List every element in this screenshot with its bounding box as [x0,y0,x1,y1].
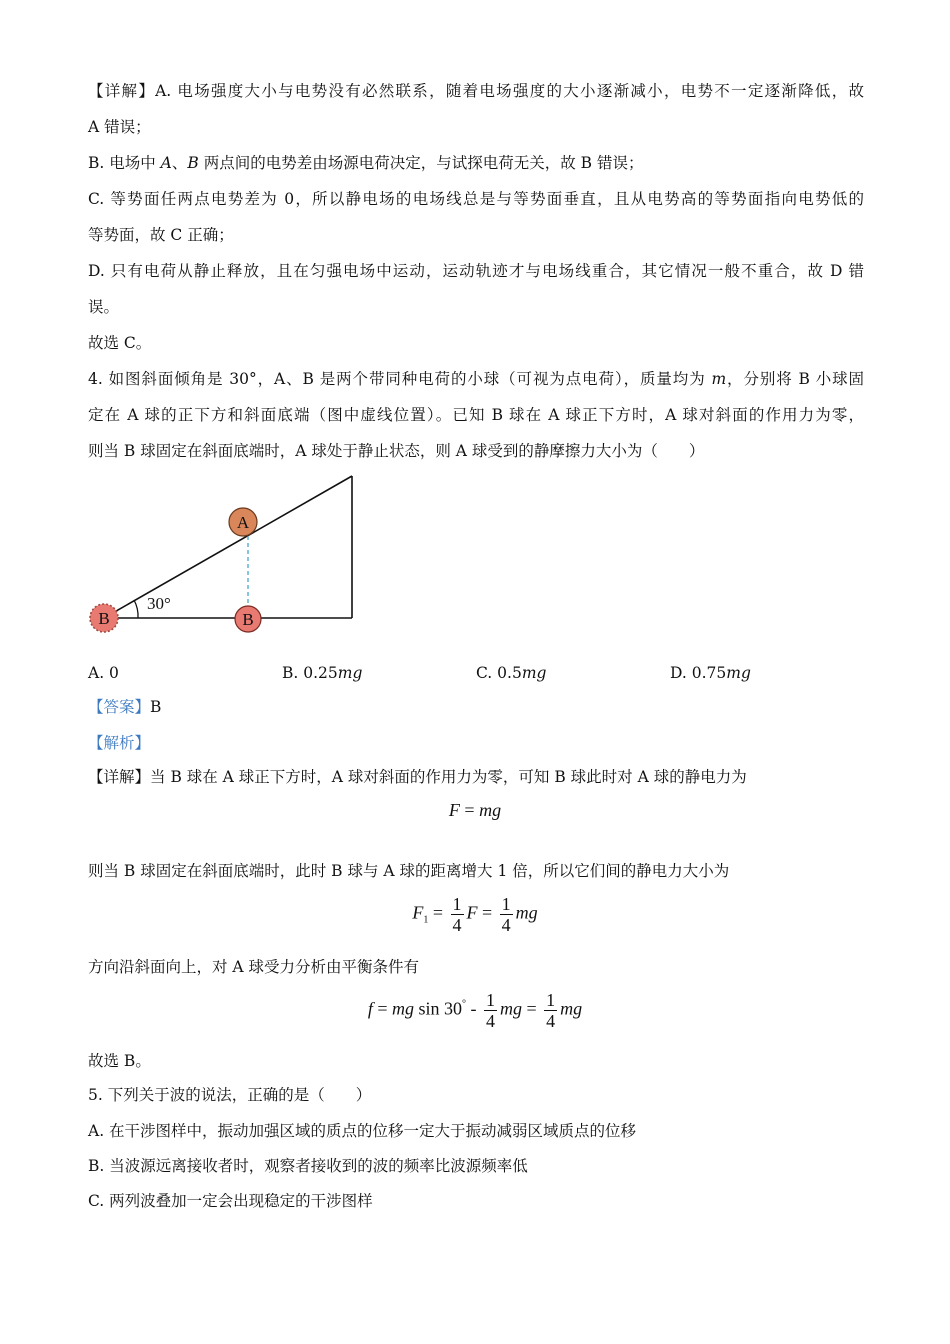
q5-option-c: C. 两列波叠加一定会出现稳定的干涉图样 [88,1192,373,1210]
q4-stem-line-2: 定在 A 球的正下方和斜面底端（图中虚线位置）。已知 B 球在 A 球正下方时，A 球对斜面的作用力为零， [88,406,864,424]
answer-tag: 【答案】 [88,698,151,716]
option-d: D. 0.75mg [670,664,751,682]
explanation-line-3: B. 电场中 A、B 两点间的电势差由场源电荷决定，与试探电荷无关，故 B 错误； [88,154,644,172]
option-a: A. 0 [88,664,119,682]
q5-option-a: A. 在干涉图样中，振动加强区域的质点的位移一定大于振动减弱区域质点的位移 [88,1122,637,1140]
answer-value: B [150,698,162,716]
incline-line [104,476,352,618]
q4-stem-line-1: 4. 如图斜面倾角是 30°，A、B 是两个带同种电荷的小球（可视为点电荷），质量均为 m，分别将 B 小球固 [88,370,864,388]
text-line-2: 则当 B 球固定在斜面底端时，此时 B 球与 A 球的距离增大 1 倍，所以它们间的静电力大小为 [88,862,730,880]
q4-conclusion: 故选 B。 [88,1052,151,1070]
equation-1: F = mg [448,800,502,820]
angle-arc [134,600,138,618]
explanation-line-7: 误。 [88,298,120,316]
analysis-tag: 【解析】 [88,734,151,752]
ball-b-dashed-label: B [98,609,110,628]
text-line-3: 方向沿斜面向上，对 A 球受力分析由平衡条件有 [88,958,420,976]
conclusion-line: 故选 C。 [88,334,152,352]
equation-2: $F_1$ = $\frac{1}{4}$ F = $\frac{1}{4}$ mg [412,894,538,935]
answer-line [88,696,864,718]
q5-option-b: B. 当波源远离接收者时，观察者接收到的波的频率比波源频率低 [88,1157,528,1175]
ball-b-label: B [242,610,254,629]
detail-tag: 【详解】 [88,82,156,100]
option-c: C. 0.5mg [476,664,547,682]
q4-stem-line-3: 则当 B 球固定在斜面底端时，A 球处于静止状态，则 A 球受到的静摩擦力大小为（ ） [88,442,705,460]
incline-figure [80,470,370,640]
ball-a-label: A [236,513,250,532]
explanation-line-1: 【详解】A. 电场强度大小与电势没有必然联系，随着电场强度的大小逐渐减小，电势不一定逐渐降低，故 [88,82,864,100]
equation-3: f = mg sin 30° - $\frac{1}{4}$ mg = $\frac{1}{4}$ mg [367,990,583,1031]
q5-stem: 5. 下列关于波的说法，正确的是（ ） [88,1086,372,1104]
explanation-line-2: A 错误； [88,118,151,136]
explanation-line-5: 等势面，故 C 正确； [88,226,234,244]
detail-line: 【详解】当 B 球在 A 球正下方时，A 球对斜面的作用力为零，可知 B 球此时对 A 球的静电力为 [88,768,747,786]
explanation-line-4: C. 等势面任两点电势差为 0，所以静电场的电场线总是与等势面垂直，且从电势高的等势面指向电势低的 [88,190,864,208]
angle-label: 30° [147,594,171,613]
option-b: B. 0.25mg [282,664,363,682]
explanation-line-6: D. 只有电荷从静止释放，且在匀强电场中运动，运动轨迹才与电场线重合，其它情况一般不重合，故 D 错 [88,262,864,280]
